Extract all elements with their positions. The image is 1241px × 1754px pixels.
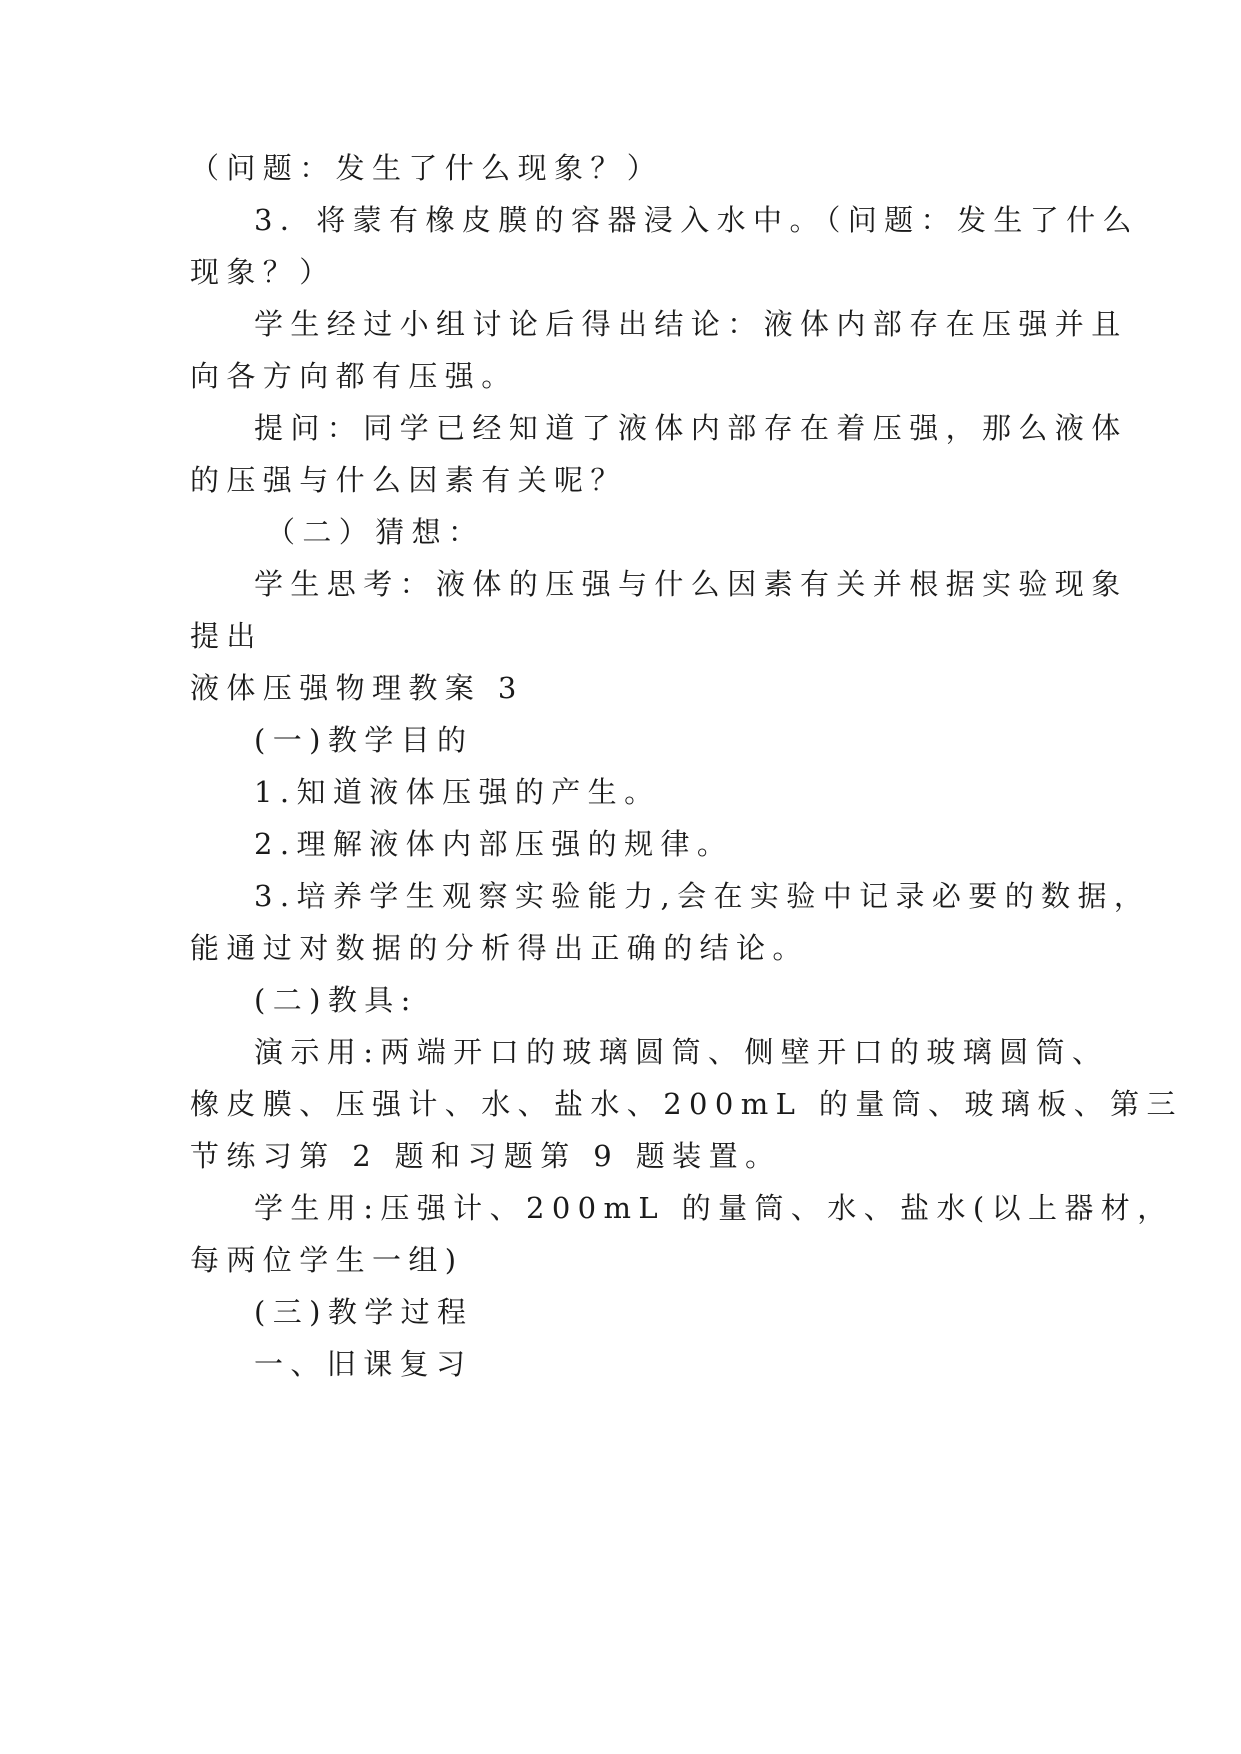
text-line: 演示用:两端开口的玻璃圆筒、侧壁开口的玻璃圆筒、 xyxy=(254,1035,1109,1069)
text-line: 的压强与什么因素有关呢？ xyxy=(190,463,627,497)
section-heading: (三)教学过程 xyxy=(254,1295,474,1329)
text-line: 能通过对数据的分析得出正确的结论。 xyxy=(190,931,809,965)
section-heading: （二）猜想： xyxy=(266,515,485,549)
text-line: 学生用:压强计、200mL 的量筒、水、盐水(以上器材， xyxy=(254,1191,1174,1225)
document-title: 液体压强物理教案 3 xyxy=(190,671,524,705)
text-line: 提出 xyxy=(190,619,263,653)
text-line: （问题：发生了什么现象？） xyxy=(190,151,664,185)
list-item: 3.培养学生观察实验能力,会在实验中记录必要的数据， xyxy=(254,879,1151,913)
text-line: 学生经过小组讨论后得出结论：液体内部存在压强并且 xyxy=(254,307,1128,341)
text-line: 橡皮膜、压强计、水、盐水、200mL 的量筒、玻璃板、第三 xyxy=(190,1087,1183,1121)
list-item: 2.理解液体内部压强的规律。 xyxy=(254,827,734,861)
section-heading: (二)教具: xyxy=(254,983,418,1017)
text-line: 提问：同学已经知道了液体内部存在着压强，那么液体 xyxy=(254,411,1128,445)
text-line: 现象？） xyxy=(190,255,336,289)
text-line: 每两位学生一组) xyxy=(190,1243,464,1277)
text-line: 学生思考：液体的压强与什么因素有关并根据实验现象 xyxy=(254,567,1128,601)
text-line: 节练习第 2 题和习题第 9 题装置。 xyxy=(190,1139,782,1173)
section-heading: (一)教学目的 xyxy=(254,723,474,757)
list-item: 1.知道液体压强的产生。 xyxy=(254,775,661,809)
text-line: 3．将蒙有橡皮膜的容器浸入水中。（问题：发生了什么 xyxy=(254,203,1139,237)
section-heading: 一、旧课复习 xyxy=(254,1347,473,1381)
text-line: 向各方向都有压强。 xyxy=(190,359,518,393)
